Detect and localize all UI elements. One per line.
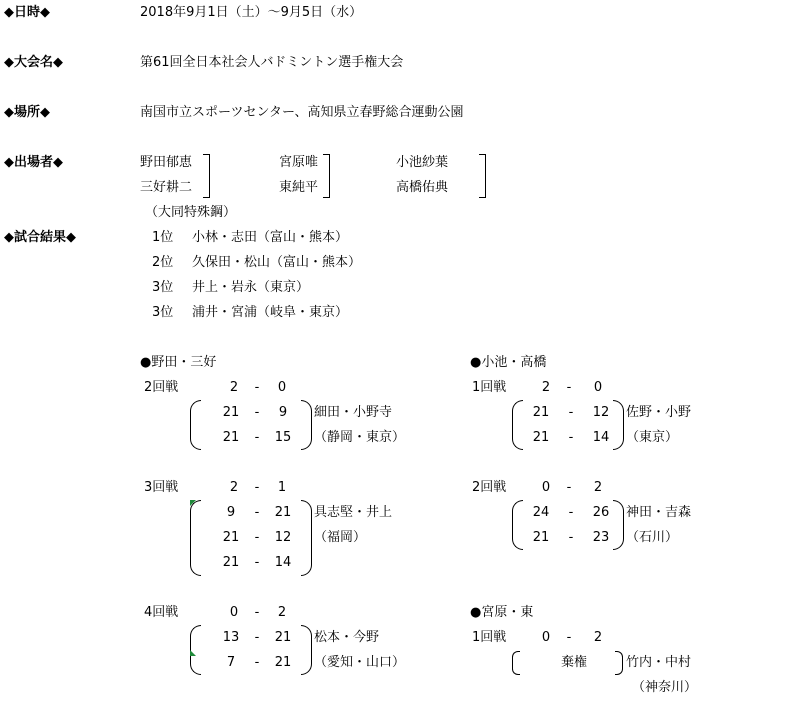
round-label: 1回戦 [472, 380, 507, 395]
player-name: 小池紗葉 [396, 155, 449, 170]
dash: - [566, 380, 572, 395]
score-bracket [613, 400, 624, 450]
opponent-name: 竹内・中村 [626, 655, 692, 670]
game-score: 26 [592, 505, 610, 520]
game-score: 21 [532, 530, 550, 545]
game-score: 12 [592, 405, 610, 420]
dash: - [566, 480, 572, 495]
sets-lost: 0 [593, 380, 603, 395]
player-name: 高橋佑典 [396, 180, 449, 195]
sets-lost: 2 [593, 480, 603, 495]
dash: - [254, 505, 260, 520]
game-score: 21 [222, 430, 240, 445]
sets-won: 0 [229, 605, 239, 620]
result-pair: 井上・岩永（東京） [192, 280, 310, 295]
opponent-region: （東京） [626, 430, 679, 445]
game-score: 14 [592, 430, 610, 445]
venue-value: 南国市立スポーツセンター、高知県立春野総合運動公園 [140, 105, 464, 120]
opponent-name: 松本・今野 [314, 630, 380, 645]
dash: - [254, 655, 260, 670]
score-bracket [512, 400, 523, 450]
player-bracket [479, 154, 486, 198]
date-value: 2018年9月1日（土）～9月5日（水） [140, 5, 363, 20]
sets-lost: 2 [593, 630, 603, 645]
sets-lost: 2 [277, 605, 287, 620]
result-rank: 3位 [152, 280, 174, 295]
round-label: 2回戦 [472, 480, 507, 495]
round-label: 4回戦 [144, 605, 179, 620]
round-label: 1回戦 [472, 630, 507, 645]
game-score: 21 [274, 505, 292, 520]
game-score: 21 [222, 530, 240, 545]
opponent-name: 佐野・小野 [626, 405, 692, 420]
score-bracket [512, 500, 523, 550]
team-name: （大同特殊鋼） [145, 205, 237, 220]
dash: - [254, 605, 260, 620]
game-score: 9 [278, 405, 288, 420]
dash: - [568, 430, 574, 445]
opponent-region: （愛知・山口） [314, 655, 406, 670]
player-name: 東純平 [279, 180, 319, 195]
pair-title: ●小池・高橋 [470, 355, 547, 370]
event-label: ◆大会名◆ [4, 55, 63, 70]
results-label: ◆試合結果◆ [4, 230, 76, 245]
score-bracket [615, 651, 623, 675]
sets-lost: 1 [277, 480, 287, 495]
score-bracket [301, 400, 312, 450]
game-score: 21 [274, 655, 292, 670]
venue-label: ◆場所◆ [4, 105, 50, 120]
result-pair: 久保田・松山（富山・熊本） [192, 255, 362, 270]
result-pair: 小林・志田（富山・熊本） [192, 230, 349, 245]
game-score: 21 [532, 405, 550, 420]
opponent-name: 細田・小野寺 [314, 405, 393, 420]
player-name: 野田郁恵 [140, 155, 193, 170]
result-rank: 3位 [152, 305, 174, 320]
dash: - [568, 505, 574, 520]
opponent-region: （静岡・東京） [314, 430, 406, 445]
event-value: 第61回全日本社会人バドミントン選手権大会 [140, 55, 404, 70]
score-bracket [190, 400, 201, 450]
dash: - [568, 405, 574, 420]
dash: - [254, 555, 260, 570]
result-rank: 1位 [152, 230, 174, 245]
result-pair: 浦井・宮浦（岐阜・東京） [192, 305, 349, 320]
game-score: 23 [592, 530, 610, 545]
sets-won: 0 [541, 480, 551, 495]
dash: - [254, 530, 260, 545]
sets-won: 0 [541, 630, 551, 645]
opponent-name: 具志堅・井上 [314, 505, 393, 520]
round-label: 2回戦 [144, 380, 179, 395]
forfeit-label: 棄権 [560, 655, 587, 670]
score-bracket [301, 500, 312, 576]
dash: - [566, 630, 572, 645]
sets-lost: 0 [277, 380, 287, 395]
players-label: ◆出場者◆ [4, 155, 63, 170]
game-score: 9 [226, 505, 236, 520]
dash: - [568, 530, 574, 545]
opponent-region: （福岡） [314, 530, 367, 545]
dash: - [254, 630, 260, 645]
dash: - [254, 480, 260, 495]
sets-won: 2 [229, 480, 239, 495]
player-bracket [203, 154, 210, 198]
dash: - [254, 430, 260, 445]
player-bracket [323, 154, 330, 198]
score-bracket [613, 500, 624, 550]
game-score: 24 [532, 505, 550, 520]
game-score: 21 [274, 630, 292, 645]
opponent-name: 神田・吉森 [626, 505, 692, 520]
pair-title: ●野田・三好 [140, 355, 217, 370]
score-bracket [301, 625, 312, 675]
player-name: 三好耕二 [140, 180, 193, 195]
opponent-region: （神奈川） [632, 680, 698, 695]
round-label: 3回戦 [144, 480, 179, 495]
game-score: 7 [226, 655, 236, 670]
sets-won: 2 [541, 380, 551, 395]
game-score: 21 [222, 405, 240, 420]
game-score: 21 [222, 555, 240, 570]
opponent-region: （石川） [626, 530, 679, 545]
game-score: 12 [274, 530, 292, 545]
comment-marker-icon [190, 650, 196, 656]
game-score: 21 [532, 430, 550, 445]
sets-won: 2 [229, 380, 239, 395]
comment-marker-icon [190, 500, 196, 506]
date-label: ◆日時◆ [4, 5, 50, 20]
game-score: 14 [274, 555, 292, 570]
game-score: 15 [274, 430, 292, 445]
score-bracket [512, 651, 520, 675]
score-bracket [190, 500, 201, 576]
pair-title: ●宮原・東 [470, 605, 534, 620]
dash: - [254, 405, 260, 420]
player-name: 宮原唯 [279, 155, 319, 170]
dash: - [254, 380, 260, 395]
result-rank: 2位 [152, 255, 174, 270]
game-score: 13 [222, 630, 240, 645]
